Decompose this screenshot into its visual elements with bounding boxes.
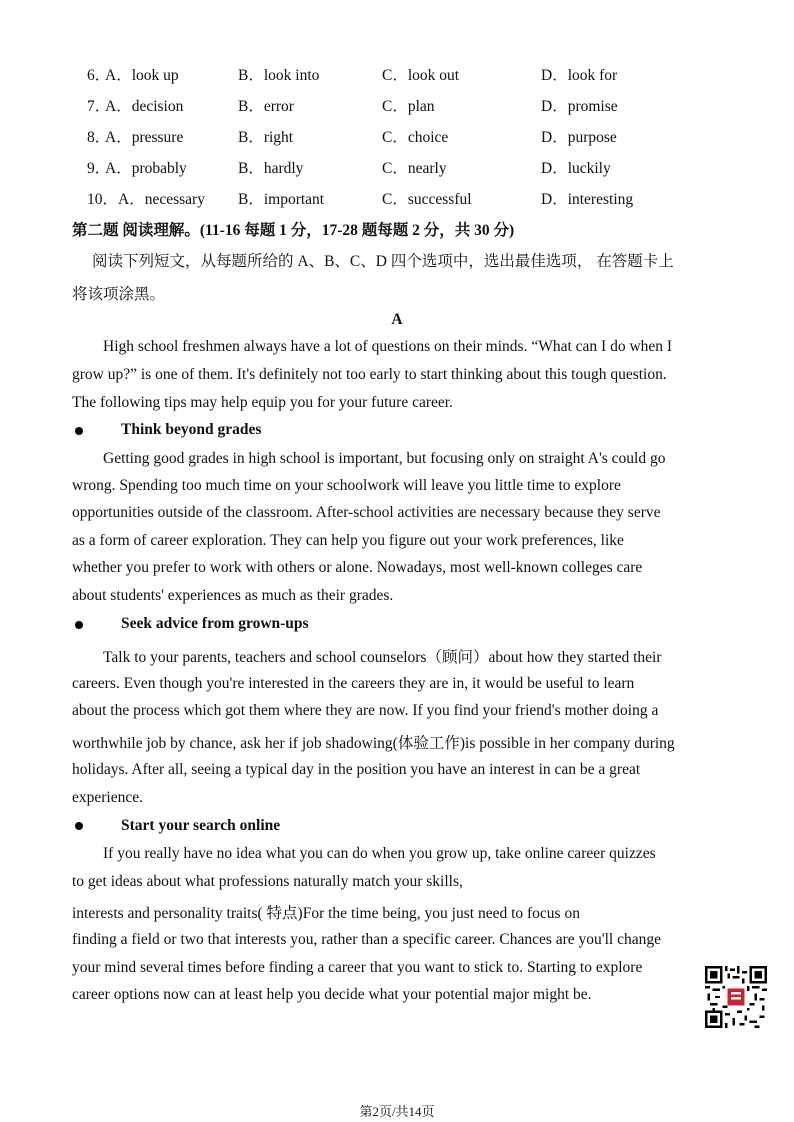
passage-line: careers. Even though you're interested in the careers they are in, it would be useful to learn — [72, 675, 635, 692]
passage-line: High school freshmen always have a lot of questions on their minds. “What can I do when I — [103, 338, 673, 355]
option-d: D．luckily — [541, 160, 611, 177]
passage-line: to get ideas about what professions naturally match your skills, — [72, 873, 463, 890]
passage-line: opportunities outside of the classroom. After-school activities are necessary because they serve — [72, 504, 661, 521]
option-d: D．purpose — [541, 129, 617, 146]
passage-line: grow up?” is one of them. It's definitely not too early to start thinking about this tough question. — [72, 366, 667, 383]
passage-line: If you really have no idea what you can do when you grow up, take online career quizzes — [103, 845, 656, 862]
question-number: 6． — [87, 67, 111, 84]
option-b: B．look into — [238, 67, 320, 84]
option-c: C．choice — [382, 129, 449, 146]
question-number: 10． — [87, 191, 119, 208]
option-a: A．necessary — [118, 191, 205, 208]
passage-line: career options now can at least help you decide what your potential major might be. — [72, 986, 592, 1003]
tip-heading: Seek advice from grown-ups — [121, 615, 309, 632]
bullet-icon — [75, 427, 83, 435]
passage-line: Getting good grades in high school is important, but focusing only on straight A's could go — [103, 450, 666, 467]
option-c: C．nearly — [382, 160, 447, 177]
passage-line: finding a field or two that interests you, rather than a specific career. Chances are you'll change — [72, 931, 661, 948]
passage-line: holidays. After all, seeing a typical day in the position you have an interest in can be a great — [72, 761, 641, 778]
passage-line: about students' experiences as much as their grades. — [72, 587, 394, 604]
option-a: A．decision — [105, 98, 184, 115]
section-title: 第二题 阅读理解。(11-16 每题 1 分，17-28 题每题 2 分，共 30 分) — [72, 222, 515, 239]
tip-heading: Think beyond grades — [121, 421, 262, 438]
qr-code-icon — [705, 966, 767, 1028]
section-instruction-cont: 将该项涂黑。 — [72, 286, 166, 303]
passage-line: wrong. Spending too much time on your schoolwork will leave you little time to explore — [72, 477, 621, 494]
bullet-icon — [75, 822, 83, 830]
bullet-icon — [75, 621, 83, 629]
question-number: 8． — [87, 129, 111, 146]
option-d: D．look for — [541, 67, 618, 84]
page-number: 第2页/共14页 — [359, 1104, 435, 1119]
passage-line: Talk to your parents, teachers and school counselors（顾问）about how they started their — [103, 649, 662, 666]
passage-line: as a form of career exploration. They can help you figure out your work preferences, like — [72, 532, 624, 549]
option-b: B．important — [238, 191, 325, 208]
passage-line: your mind several times before finding a career that you want to stick to. Starting to explore — [72, 959, 643, 976]
passage-line: worthwhile job by chance, ask her if job shadowing(体验工作)is possible in her company during — [72, 735, 675, 752]
option-a: A．pressure — [105, 129, 184, 146]
passage-letter: A — [391, 311, 403, 328]
option-b: B．hardly — [238, 160, 304, 177]
option-d: D．promise — [541, 98, 618, 115]
passage-line: interests and personality traits( 特点)For the time being, you just need to focus on — [72, 905, 580, 922]
option-b: B．error — [238, 98, 294, 115]
option-b: B．right — [238, 129, 294, 146]
passage-line: The following tips may help equip you for your future career. — [72, 394, 453, 411]
option-c: C．plan — [382, 98, 435, 115]
section-instruction: 阅读下列短文，从每题所给的 A、B、C、D 四个选项中，选出最佳选项， 在答题卡上 — [92, 253, 674, 270]
option-c: C．successful — [382, 191, 472, 208]
passage-line: experience. — [72, 789, 143, 806]
option-a: A．look up — [105, 67, 179, 84]
passage-line: about the process which got them where they are now. If you find your friend's mother doing a — [72, 702, 659, 719]
tip-heading: Start your search online — [121, 817, 281, 834]
option-c: C．look out — [382, 67, 460, 84]
option-a: A．probably — [105, 160, 187, 177]
passage-line: whether you prefer to work with others or alone. Nowadays, most well-known colleges care — [72, 559, 643, 576]
question-number: 9． — [87, 160, 111, 177]
option-d: D．interesting — [541, 191, 634, 208]
question-number: 7． — [87, 98, 111, 115]
